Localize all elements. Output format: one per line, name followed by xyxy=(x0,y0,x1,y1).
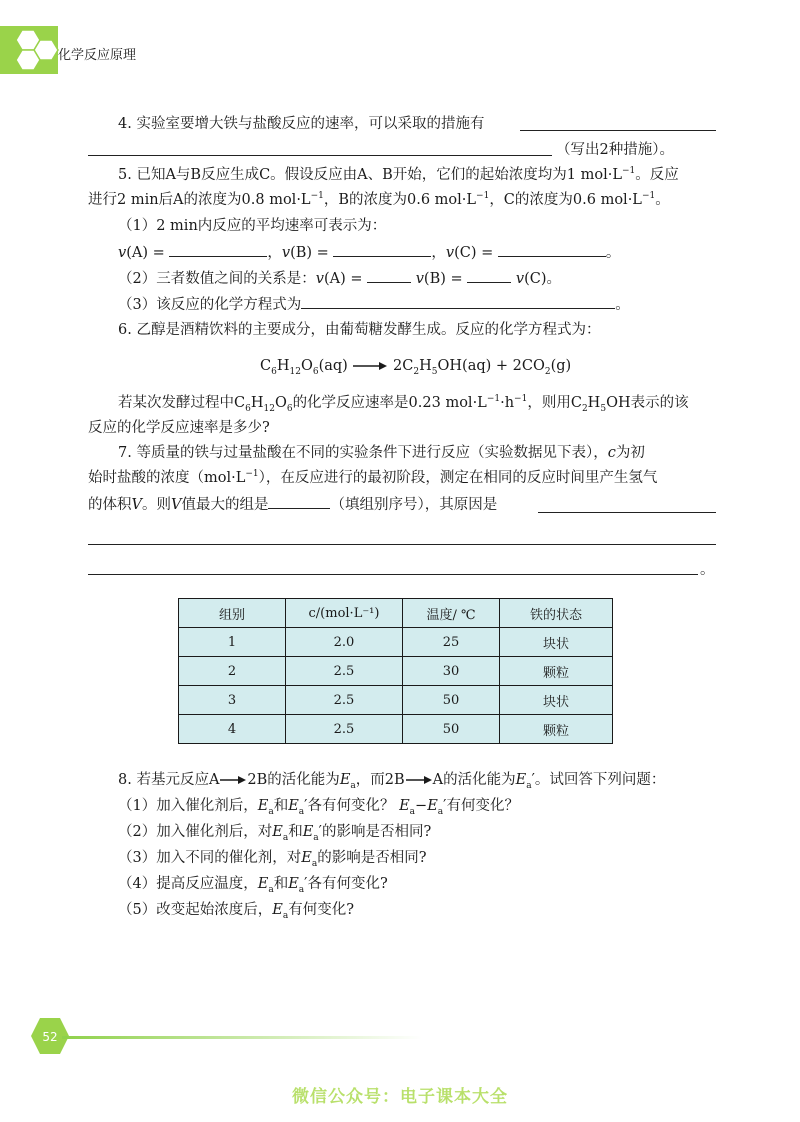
q6-line1: 6. 乙醇是酒精饮料的主要成分，由葡萄糖发酵生成。反应的化学方程式为： xyxy=(118,322,601,338)
header-title: 化学反应原理 xyxy=(58,48,137,63)
q4-line2: （写出2种措施）。 xyxy=(556,142,674,158)
q8-sub2: （2）加入催化剂后，对$E_a$和$E_a'$的影响是否相同? xyxy=(118,824,432,843)
q5-sub2: （2）三者数值之间的关系是：v(A) = v(B) = v(C)。 xyxy=(118,268,561,289)
q7-blank-reason-3 xyxy=(88,574,698,575)
q8-sub5: （5）改变起始浓度后，$E_a$有何变化? xyxy=(118,902,354,921)
q7-line1: 7. 等质量的铁与过量盐酸在不同的实验条件下进行反应（实验数据见下表），c为初 xyxy=(118,445,645,461)
footer-line xyxy=(62,1036,422,1039)
q5-sub1: （1）2 min内反应的平均速率可表示为： xyxy=(118,218,387,234)
q5-rates: v(A) = ，v(B) = ，v(C) = 。 xyxy=(118,242,620,263)
arrow-icon xyxy=(405,775,433,785)
q8-sub4: （4）提高反应温度，$E_a$和$E_a'$各有何变化? xyxy=(118,876,388,895)
q5-sub3: （3）该反应的化学方程式为 。 xyxy=(118,294,630,315)
q6-line2: 若某次发酵过程中$C_6H_{12}O_6$的化学反应速率是0.23 $mol\cdot L^{-1}\cdot h^{-1}$，则用$C_2H_5OH$表示的该 xyxy=(118,394,689,414)
table-header-row xyxy=(179,599,613,628)
table-cell: 2.5 xyxy=(286,715,403,744)
table-cell: 1 xyxy=(179,628,286,657)
q5-line2: 进行2 min后A的浓度为0.8 $mol\cdot L^{-1}$，B的浓度为0.6 $mol\cdot L^{-1}$，C的浓度为0.6 $mol\cdot L^{-1}$。 xyxy=(88,191,670,208)
q4-blank-2 xyxy=(88,155,552,156)
q7-end: 。 xyxy=(700,562,715,578)
watermark: 微信公众号：电子课本大全 xyxy=(292,1087,508,1107)
q4-blank-1 xyxy=(520,130,716,131)
table-header-cell: c/(mol·L⁻¹) xyxy=(286,599,403,628)
q8-sub1: （1）加入催化剂后，$E_a$和$E_a'$各有何变化？ $E_a-E_a'$有何变化？ xyxy=(118,798,519,817)
table-cell: 50 xyxy=(403,715,500,744)
q4-line1: 4. 实验室要增大铁与盐酸反应的速率，可以采取的措施有 xyxy=(118,116,485,132)
q8-sub3: （3）加入不同的催化剂，对$E_a$的影响是否相同? xyxy=(118,850,427,869)
table-cell: 2.0 xyxy=(286,628,403,657)
q7-blank-reason-1 xyxy=(538,512,716,513)
table-header-cell: 组别 xyxy=(179,599,286,628)
table-cell: 2 xyxy=(179,657,286,686)
q6-equation: $C_6H_{12}O_6(aq) 2C_2H_5OH(aq) + 2CO_2(g)$ xyxy=(260,358,572,377)
q7-blank-reason-2 xyxy=(88,544,716,545)
table-cell: 颗粒 xyxy=(500,715,613,744)
table-cell: 块状 xyxy=(500,686,613,715)
table-cell: 4 xyxy=(179,715,286,744)
table-cell: 块状 xyxy=(500,628,613,657)
table-cell: 3 xyxy=(179,686,286,715)
table-header-cell: 温度/ ℃ xyxy=(403,599,500,628)
table-cell: 50 xyxy=(403,686,500,715)
experiment-table xyxy=(178,598,613,744)
table-row xyxy=(179,628,613,657)
table-cell: 2.5 xyxy=(286,686,403,715)
table-cell: 25 xyxy=(403,628,500,657)
arrow-icon xyxy=(219,775,247,785)
q8-line1: 8. 若基元反应A 2B的活化能为$E_a$，而2B A的活化能为$E_a'$。试回答下列问题： xyxy=(118,772,666,791)
table-cell: 颗粒 xyxy=(500,657,613,686)
page-number: 52 xyxy=(42,1030,58,1044)
table-header-cell: 铁的状态 xyxy=(500,599,613,628)
q5-line1: 5. 已知A与B反应生成C。假设反应由A、B开始，它们的起始浓度均为1 $mol\cdot L^{-1}$。反应 xyxy=(118,166,679,183)
q6-line3: 反应的化学反应速率是多少? xyxy=(88,420,270,436)
arrow-icon xyxy=(352,361,388,371)
table-row xyxy=(179,715,613,744)
table-cell: 2.5 xyxy=(286,657,403,686)
q7-line3: 的体积V。则V值最大的组是 （填组别序号），其原因是 xyxy=(88,494,497,515)
q7-line2: 始时盐酸的浓度$(mol\cdot L^{-1})$，在反应进行的最初阶段，测定在相同的反应时间里产生氢气 xyxy=(88,469,658,486)
table-row xyxy=(179,657,613,686)
table-row xyxy=(179,686,613,715)
table-cell: 30 xyxy=(403,657,500,686)
